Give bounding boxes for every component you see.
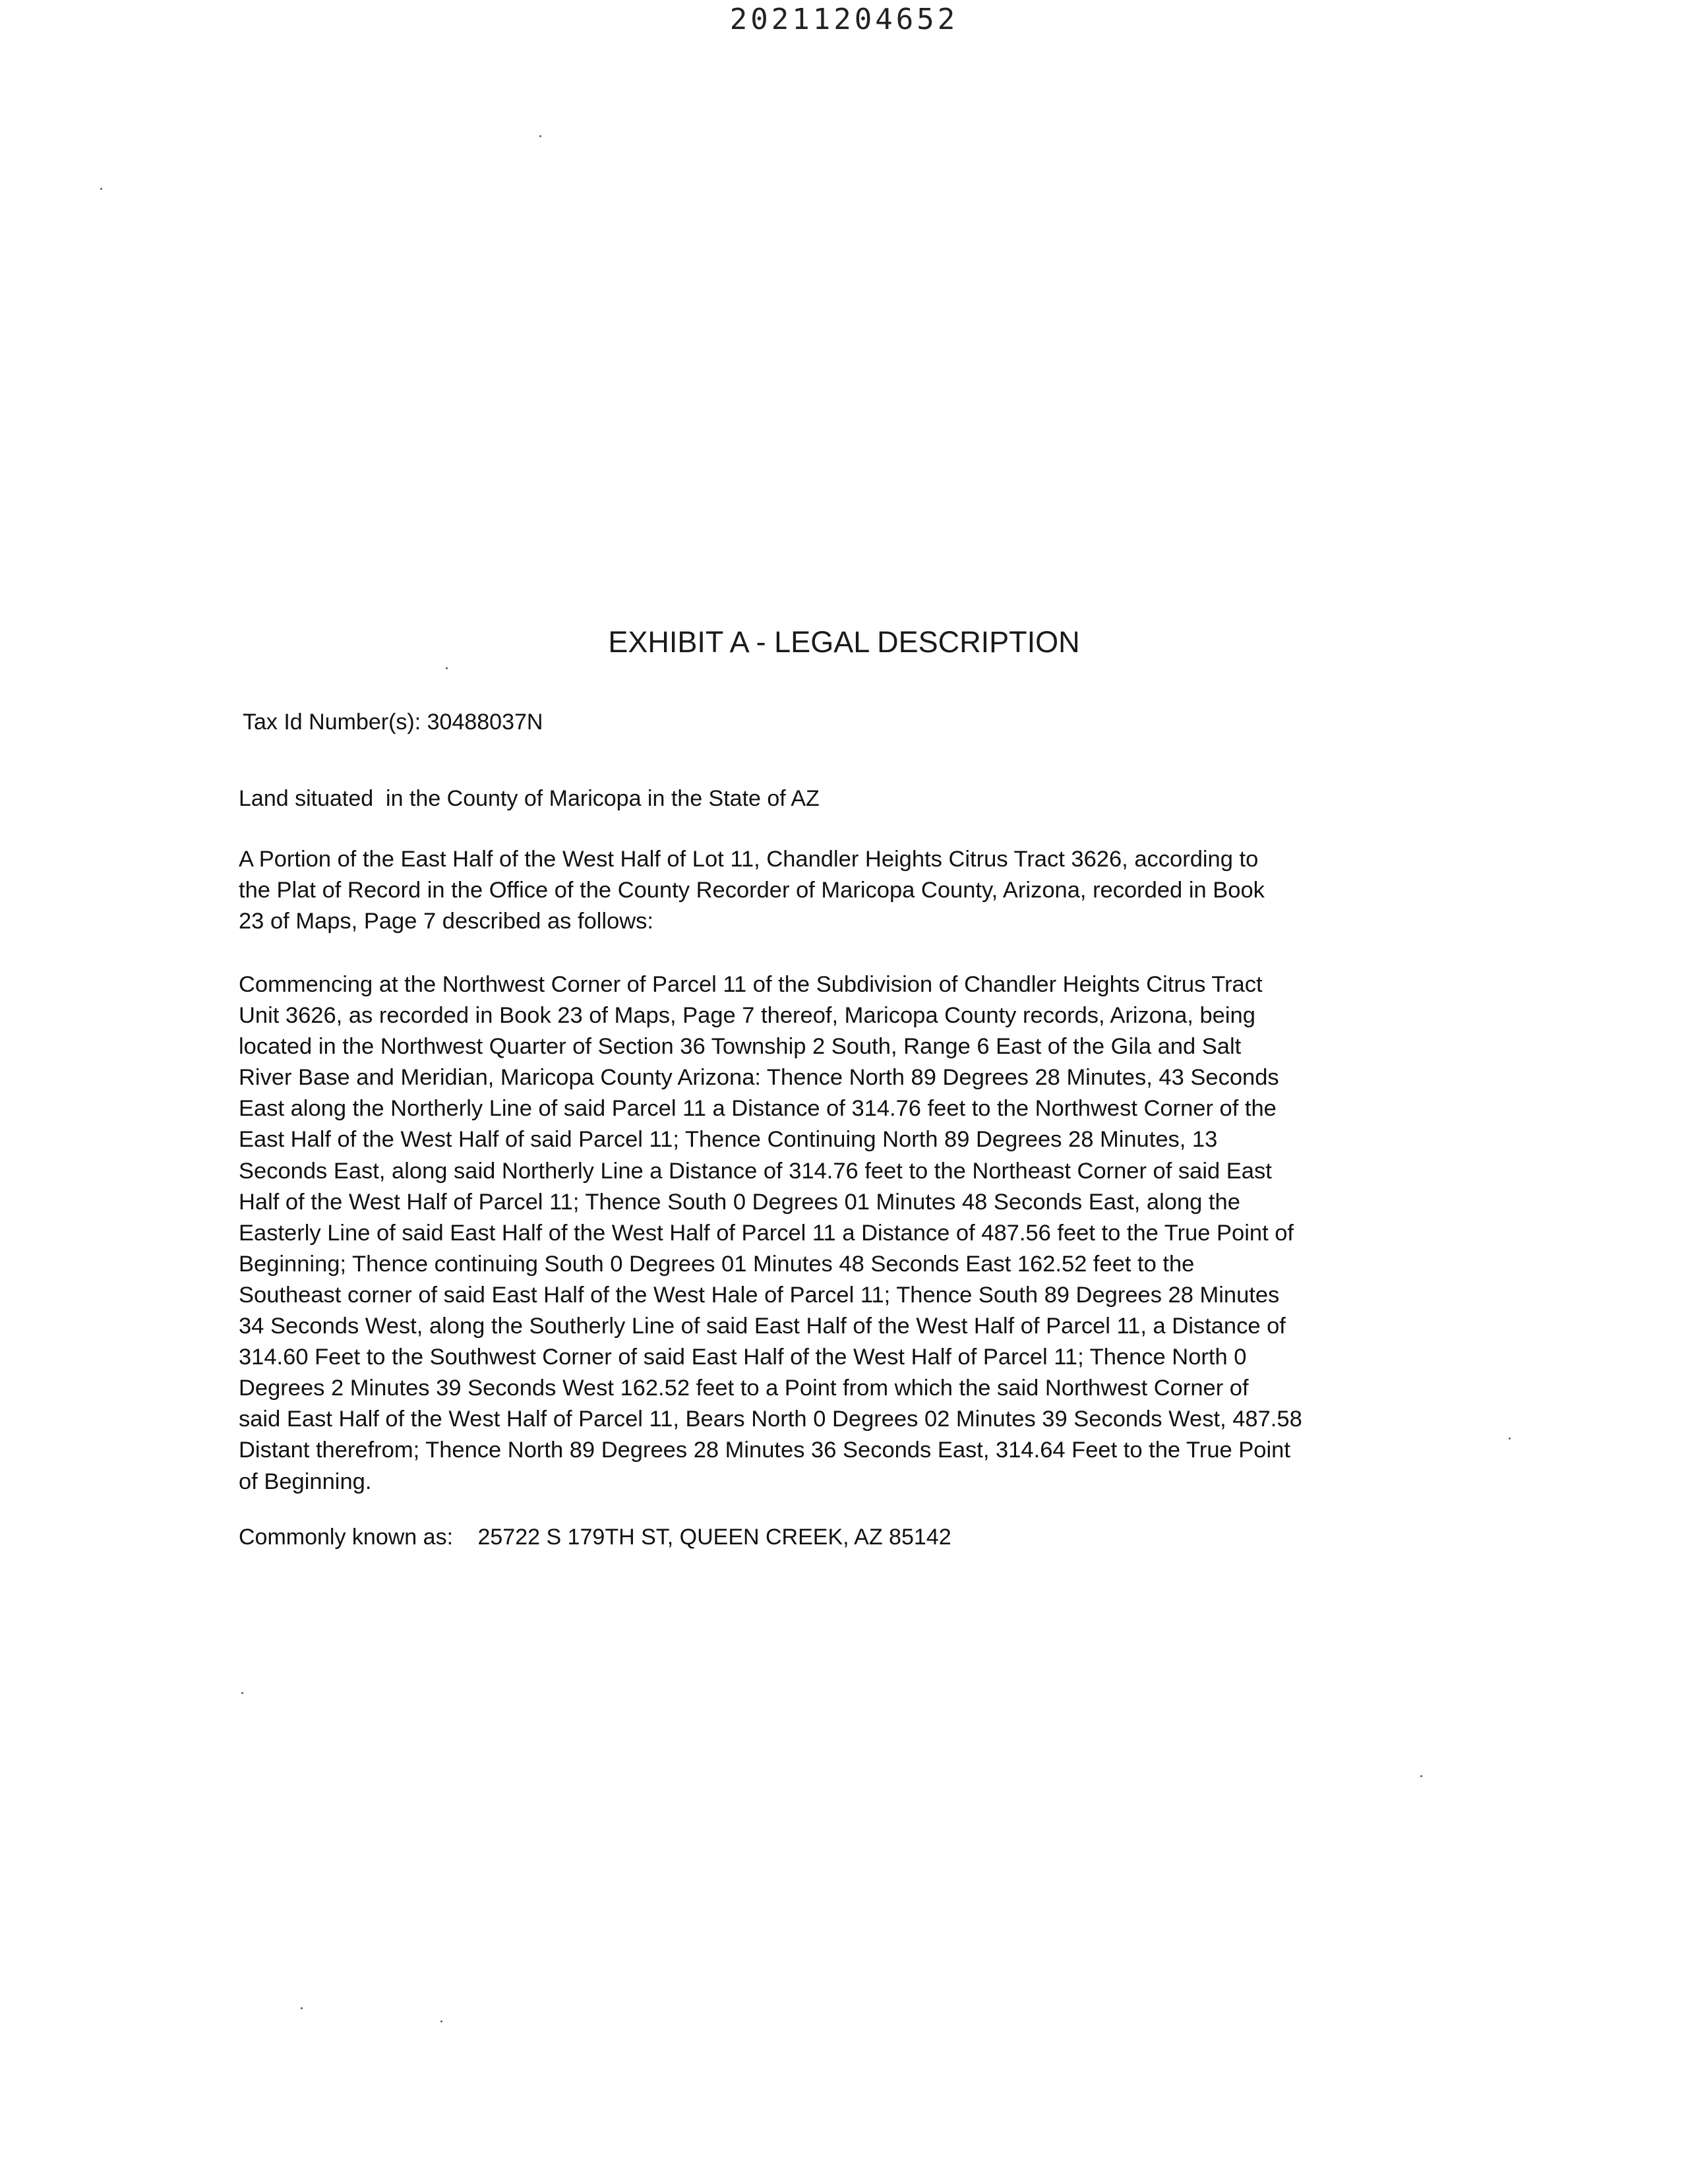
scan-speck xyxy=(1420,1775,1422,1777)
scan-speck xyxy=(100,188,102,190)
land-situated-line: Land situated in the County of Maricopa in the State of AZ xyxy=(239,786,820,811)
property-address: 25722 S 179TH ST, QUEEN CREEK, AZ 85142 xyxy=(477,1525,951,1550)
scan-speck xyxy=(1509,1438,1511,1440)
portion-paragraph: A Portion of the East Half of the West Half of Lot 11, Chandler Heights Citrus Tract 3626, according to the Plat of Record in the Office of the County Recorder of Maricopa County, Arizona, recorded in Book 23 of Maps, Page 7 described as follows: xyxy=(239,847,1265,934)
legal-description-paragraph: Commencing at the Northwest Corner of Parcel 11 of the Subdivision of Chandler Heights Citrus Tract Unit 3626, as recorded in Book 23 of Maps, Page 7 thereof, Maricopa County records, Arizona, being located in the Northwest Quarter of Section 36 Township 2 South, Range 6 East of the Gila and Salt River Base and Meridian, Maricopa County Arizona: Thence North 89 Degrees 28 Minutes, 43 Seconds East along the Northerly Line of said Parcel 11 a Distance of 314.76 feet to the Northwest Corner of the East Half of the West Half of said Parcel 11; Thence Continuing North 89 Degrees 28 Minutes, 13 Seconds East, along said Northerly Line a Distance of 314.76 feet to the Northeast Corner of said East Half of the West Half of Parcel 11; Thence South 0 Degrees 01 Minutes 48 Seconds East, along the Easterly Line of said East Half of the West Half of Parcel 11 a Distance of 487.56 feet to the True Point of Beginning; Thence continuing South 0 Degrees 01 Minutes 48 Seconds East 162.52 feet to the Southeast corner of said East Half of the West Hale of Parcel 11; Thence South 89 Degrees 28 Minutes 34 Seconds West, along the Southerly Line of said East Half of the West Half of Parcel 11, a Distance of 314.60 Feet to the Southwest Corner of said East Half of the West Half of Parcel 11; Thence North 0 Degrees 2 Minutes 39 Seconds West 162.52 feet to a Point from which the said Northwest Corner of said East Half of the West Half of Parcel 11, Bears North 0 Degrees 02 Minutes 39 Seconds West, 487.58 Distant therefrom; Thence North 89 Degrees 28 Minutes 36 Seconds East, 314.64 Feet to the True Point of Beginning. xyxy=(239,972,1302,1494)
scan-speck xyxy=(539,135,541,137)
scan-speck xyxy=(241,1692,243,1694)
tax-id-line: Tax Id Number(s): 30488037N xyxy=(243,710,543,735)
scan-speck xyxy=(440,2020,442,2022)
recording-number: 20211204652 xyxy=(729,3,959,36)
commonly-known-as xyxy=(239,1525,951,1550)
scan-speck xyxy=(446,667,448,669)
document-title: EXHIBIT A - LEGAL DESCRIPTION xyxy=(608,625,1080,659)
scan-speck xyxy=(301,2007,303,2009)
commonly-known-label: Commonly known as: xyxy=(239,1525,454,1550)
